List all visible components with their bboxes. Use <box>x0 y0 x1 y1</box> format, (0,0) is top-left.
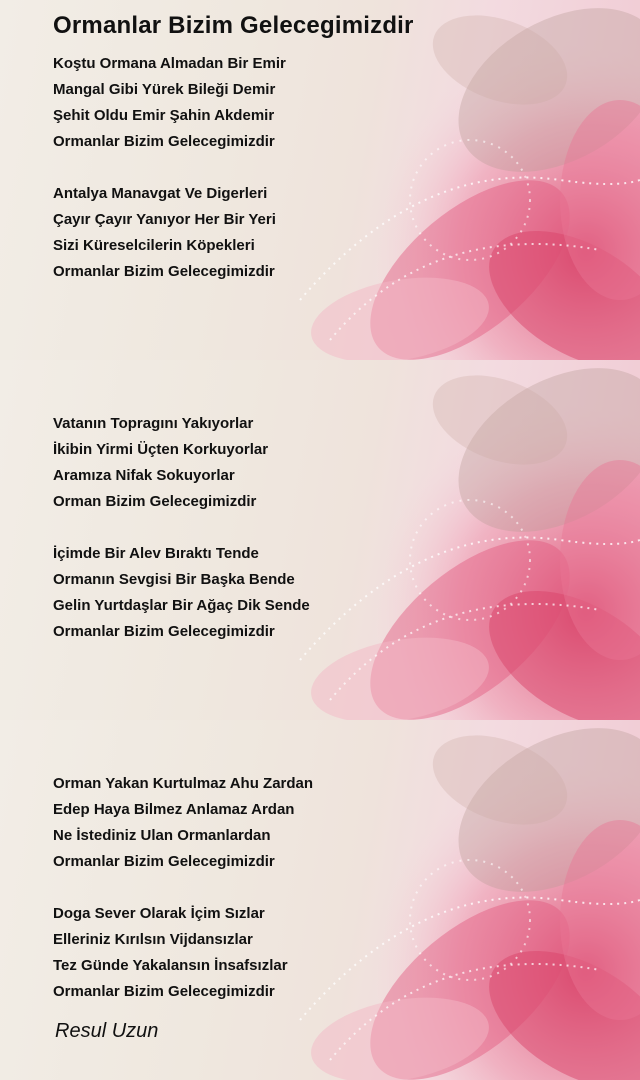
poem-line: Ormanın Sevgisi Bir Başka Bende <box>53 571 295 588</box>
poem-line: Aramıza Nifak Sokuyorlar <box>53 467 235 484</box>
poem-line: Orman Bizim Gelecegimizdir <box>53 493 257 510</box>
poem-line: Ormanlar Bizim Gelecegimizdir <box>53 133 275 150</box>
poem-line: Elleriniz Kırılsın Vijdansızlar <box>53 931 253 948</box>
poem-title: Ormanlar Bizim Gelecegimizdir <box>53 12 414 39</box>
poem-line: Gelin Yurtdaşlar Bir Ağaç Dik Sende <box>53 597 310 614</box>
poem-line: Koştu Ormana Almadan Bir Emir <box>53 55 286 72</box>
poem-line: Doga Sever Olarak İçim Sızlar <box>53 905 265 922</box>
stanza-4 <box>53 541 310 645</box>
poem-line: Vatanın Topragını Yakıyorlar <box>53 415 254 432</box>
poem-line: Mangal Gibi Yürek Bileği Demir <box>53 81 276 98</box>
poem-line: Ormanlar Bizim Gelecegimizdir <box>53 623 275 640</box>
poem-line: Ormanlar Bizim Gelecegimizdir <box>53 983 275 1000</box>
poem-author: Resul Uzun <box>55 1020 159 1042</box>
poem-line: Çayır Çayır Yanıyor Her Bir Yeri <box>53 211 276 228</box>
poem-line: Ormanlar Bizim Gelecegimizdir <box>53 853 275 870</box>
poem-line: Şehit Oldu Emir Şahin Akdemir <box>53 107 275 124</box>
poem-line: Antalya Manavgat Ve Digerleri <box>53 185 268 202</box>
poem-line: Orman Yakan Kurtulmaz Ahu Zardan <box>53 775 314 792</box>
poem-line: Sizi Küreselcilerin Köpekleri <box>53 237 255 254</box>
stanza-6 <box>53 901 288 1005</box>
stanza-1 <box>53 51 286 155</box>
stanza-5 <box>53 771 313 875</box>
poem-line: Ne İstediniz Ulan Ormanlardan <box>53 827 271 844</box>
poem-line: Ormanlar Bizim Gelecegimizdir <box>53 263 275 280</box>
poem-line: Edep Haya Bilmez Anlamaz Ardan <box>53 801 295 818</box>
stanza-3 <box>53 411 268 515</box>
poem-line: Tez Günde Yakalansın İnsafsızlar <box>53 957 288 974</box>
stanza-2 <box>53 181 276 285</box>
poem-line: İçimde Bir Alev Bıraktı Tende <box>53 545 259 562</box>
poem-line: İkibin Yirmi Üçten Korkuyorlar <box>53 441 269 458</box>
